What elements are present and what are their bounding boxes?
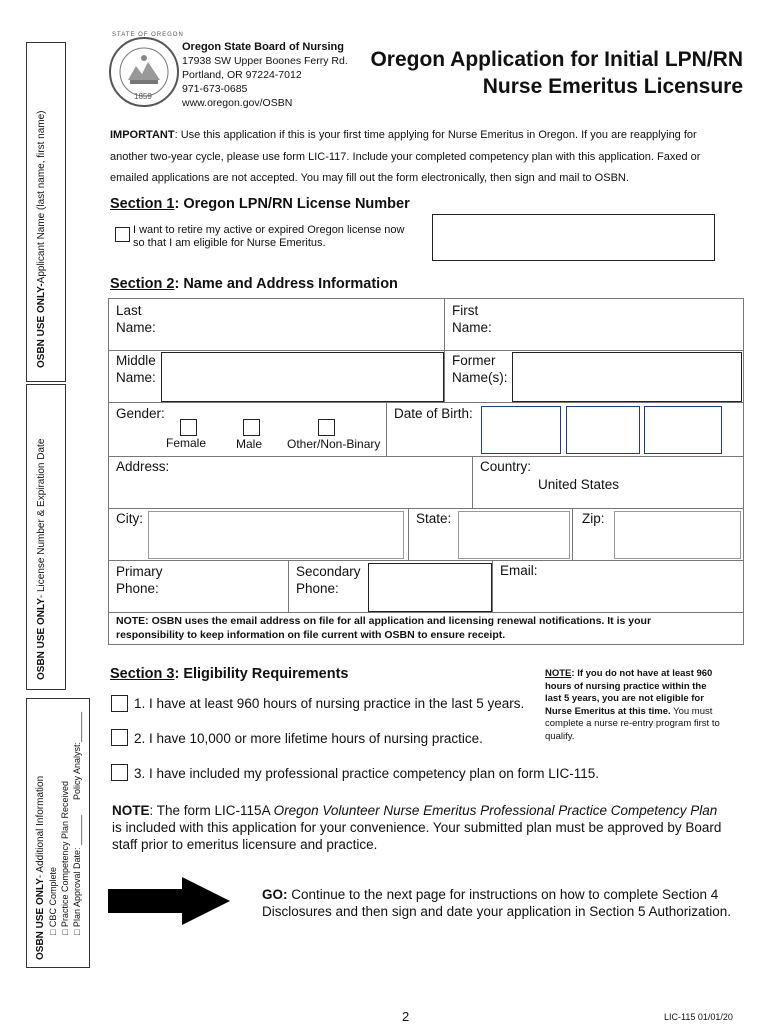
last-name-label: Last Name: [116, 303, 156, 335]
email-label: Email: [500, 563, 538, 578]
dob-month-input[interactable] [481, 406, 561, 454]
eligibility-competency-plan-label: 3. I have included my professional practice competency plan on form LIC-115. [134, 766, 599, 781]
state-input[interactable] [458, 511, 570, 559]
osbn-additional-label: OSBN USE ONLY- Additional Information [35, 775, 46, 960]
section2-heading: Section 2: Name and Address Information [110, 276, 398, 292]
gender-female-checkbox[interactable] [180, 419, 197, 436]
gender-nonbinary-checkbox[interactable] [318, 419, 335, 436]
address-input[interactable] [175, 458, 470, 507]
first-name-label: First Name: [452, 303, 492, 335]
country-value[interactable]: United States [538, 477, 620, 492]
title-line2: Nurse Emeritus Licensure [482, 75, 743, 98]
last-name-input[interactable] [160, 302, 442, 348]
osbn-name-label: OSBN USE ONLY-Applicant Name (last name, first name) [36, 110, 47, 368]
middle-name-label: Middle Name: [116, 353, 156, 385]
city-label: City: [116, 511, 143, 526]
org-address1: 17938 SW Upper Boones Ferry Rd. [182, 55, 348, 67]
former-names-input[interactable] [512, 352, 742, 402]
eligibility-competency-plan-checkbox[interactable] [111, 764, 128, 781]
osbn-plan-approval: □ Plan Approval Date: ______ [72, 814, 82, 935]
form-id: LIC-115 01/01/20 [664, 1012, 733, 1022]
dob-day-input[interactable] [566, 406, 640, 454]
middle-name-input[interactable] [161, 352, 444, 402]
osbn-license-label: OSBN USE ONLY- License Number & Expiration Date [36, 438, 47, 680]
org-website[interactable]: www.oregon.gov/OSBN [182, 97, 293, 109]
seal-year: 1859 [134, 92, 152, 101]
osbn-policy-analyst: Policy Analyst:______ [72, 711, 82, 800]
gender-label: Gender: [116, 406, 165, 421]
primary-phone-label: Primary Phone: [116, 564, 163, 596]
org-address2: Portland, OR 97224-7012 [182, 69, 302, 81]
license-number-input[interactable] [432, 214, 715, 261]
address-label: Address: [116, 459, 170, 474]
page-number: 2 [402, 1009, 410, 1024]
osbn-contact-block [182, 40, 348, 110]
dob-label: Date of Birth: [394, 406, 473, 421]
eligibility-960-hours-checkbox[interactable] [111, 695, 128, 712]
important-notice: IMPORTANT: Use this application if this is your first time applying for Nurse Emeritus in Oregon. If you are reapplying for another two-year cycle, please use form LIC-117. Include your completed competency plan with this application. Faxed or emailed applications are not accepted. You may fill out the form electronically, then sign and mail to OSBN. [110, 129, 701, 184]
osbn-cbc-complete: □ CBC Complete [48, 867, 58, 935]
gender-male-checkbox[interactable] [243, 419, 260, 436]
first-name-input[interactable] [496, 302, 740, 348]
primary-phone-input[interactable] [166, 563, 286, 611]
org-name: Oregon State Board of Nursing [182, 41, 344, 53]
secondary-phone-input[interactable] [368, 563, 492, 612]
state-label: State: [416, 511, 452, 526]
osbn-plan-received: □ Practice Competency Plan Received [60, 780, 70, 935]
go-instructions: GO: Continue to the next page for instructions on how to complete Section 4 Disclosures and then sign and date your application in Section 5 Authorization. [262, 887, 732, 919]
eligibility-10000-hours-label: 2. I have 10,000 or more lifetime hours of nursing practice. [134, 731, 483, 746]
secondary-phone-label: Secondary Phone: [296, 564, 361, 596]
email-note: NOTE: OSBN uses the email address on file for all application and licensing renewal notifications. It is your responsibility to keep information on file current with OSBN to ensure receipt. [116, 615, 652, 641]
dob-year-input[interactable] [644, 406, 722, 454]
section3-heading: Section 3: Eligibility Requirements [110, 666, 349, 682]
country-label: Country: [480, 459, 532, 474]
retire-license-checkbox[interactable] [115, 227, 130, 242]
section1-heading: Section 1: Oregon LPN/RN License Number [110, 196, 410, 212]
eligibility-960-hours-label: 1. I have at least 960 hours of nursing practice in the last 5 years. [134, 696, 525, 711]
email-input[interactable] [546, 563, 740, 611]
competency-plan-note: NOTE: The form LIC-115A Oregon Volunteer Nurse Emeritus Professional Practice Competency Plan is included with this application for your convenience. Your submitted plan must be approved by Board staff prior to emeritus licensure and practice. [112, 803, 722, 852]
oregon-state-seal [108, 36, 180, 108]
go-arrow-icon [108, 877, 232, 930]
seal-top-text: STATE OF OREGON [112, 32, 184, 38]
title-line1: Oregon Application for Initial LPN/RN [370, 48, 743, 71]
zip-label: Zip: [582, 511, 605, 526]
eligibility-10000-hours-checkbox[interactable] [111, 729, 128, 746]
gender-male-label: Male [236, 437, 263, 451]
gender-nonbinary-label: Other/Non-Binary [287, 437, 381, 451]
former-names-label: Former Name(s): [452, 353, 508, 385]
retire-license-label: I want to retire my active or expired Oregon license now so that I am eligible for Nurse Emeritus. [133, 224, 405, 249]
org-phone: 971-673-0685 [182, 83, 248, 95]
form-title [370, 46, 743, 100]
gender-female-label: Female [166, 436, 207, 450]
city-input[interactable] [148, 511, 404, 559]
zip-input[interactable] [614, 511, 741, 559]
eligibility-side-note: NOTE: If you do not have at least 960 hours of nursing practice within the last 5 years, you are not eligible for Nurse Emeritus at this time. You must complete a nurse re-entry program first to qualify. [545, 668, 720, 742]
